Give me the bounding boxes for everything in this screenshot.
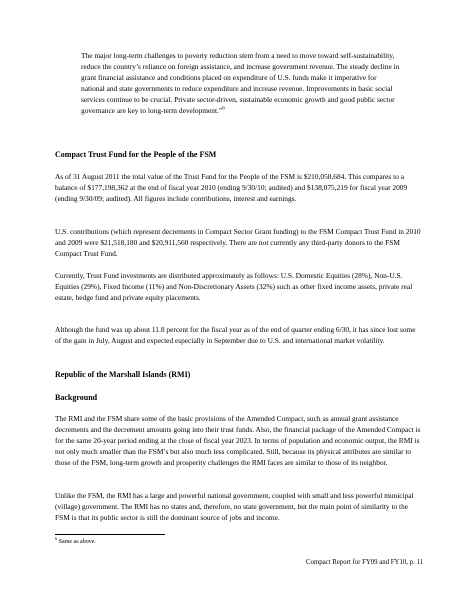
heading-background: Background xyxy=(55,393,98,402)
footnote-number: 6 xyxy=(55,536,58,541)
footnote xyxy=(55,538,96,546)
heading-rmi: Republic of the Marshall Islands (RMI) xyxy=(55,370,191,379)
trust-fund-paragraph-4: Although the fund was up about 11.8 percent for the fiscal year as of the end of quarter ending 6/30, it has since lost some of the gain in July, August and expected especially in September due to U.S. and international market volatility. xyxy=(55,325,416,345)
block-quote xyxy=(81,51,401,116)
footnote-divider xyxy=(55,534,165,535)
trust-fund-paragraph-2: U.S. contributions (which represent decrements in Compact Sector Grant funding) to the FSM Compact Trust Fund in 2010 and 2009 were $21,518,180 and $20,911,560 respectively. There are not currently any third-party donors to the FSM Compact Trust Fund. xyxy=(55,227,421,258)
page-footer: Compact Report for FY09 and FY10, p. 11 xyxy=(306,559,423,566)
background-paragraph-1: The RMI and the FSM share some of the basic provisions of the Amended Compact, such as annual grant assistance decrements and the decrement amounts going into their trust funds. Also, the financial package of the Amended Compact is for the same 20-year period ending at the close of fiscal year 2023. In terms of population and economic output, the RMI is not only much smaller than the FSM’s but also much less complicated. Still, because its physical attributes are similar to those of the FSM, long-term growth and prosperity challenges the RMI faces are similar to those of its neighbor. xyxy=(55,414,421,467)
footnote-reference[interactable]: 6 xyxy=(222,106,225,112)
footnote-text: Same as above. xyxy=(58,539,96,545)
background-paragraph-2: Unlike the FSM, the RMI has a large and powerful national government, coupled with small and less powerful municipal (village) government. The RMI has no states and, therefore, no state government, but the main point of similarity to the FSM is that its public sector is still the dominant source of jobs and income. xyxy=(55,491,414,522)
quote-text: The major long-term challenges to poverty reduction stem from a need to move toward self-sustainability, reduce the country’s reliance on foreign assistance, and increase government revenue. The steady decline in grant financial assistance and conditions placed on expenditure of U.S. funds make it imperative for national and state governments to reduce expenditure and increase revenue. Improvements in basic social services continue to be crucial. Private sector-driven, sustainable economic growth and good public sector governance are key to long-term development.” xyxy=(81,51,400,115)
trust-fund-paragraph-3: Currently, Trust Fund investments are distributed approximately as follows: U.S. Domestic Equities (28%), Non-U.S. Equities (29%), Fixed Income (11%) and Non-Discretionary Assets (32%) such as other fixed income assets, private real estate, hedge fund and private equity placements. xyxy=(55,271,413,302)
trust-fund-paragraph-1: As of 31 August 2011 the total value of the Trust Fund for the People of the FSM is $210,058,684. This compares to a balance of $177,198,362 at the end of fiscal year 2010 (ending 9/30/10; audited) and $138,075,219 for fiscal year 2009 (ending 9/30/09; audited). All figures include contributions, interest and earnings. xyxy=(55,172,408,203)
heading-trust-fund: Compact Trust Fund for the People of the FSM xyxy=(55,150,217,159)
